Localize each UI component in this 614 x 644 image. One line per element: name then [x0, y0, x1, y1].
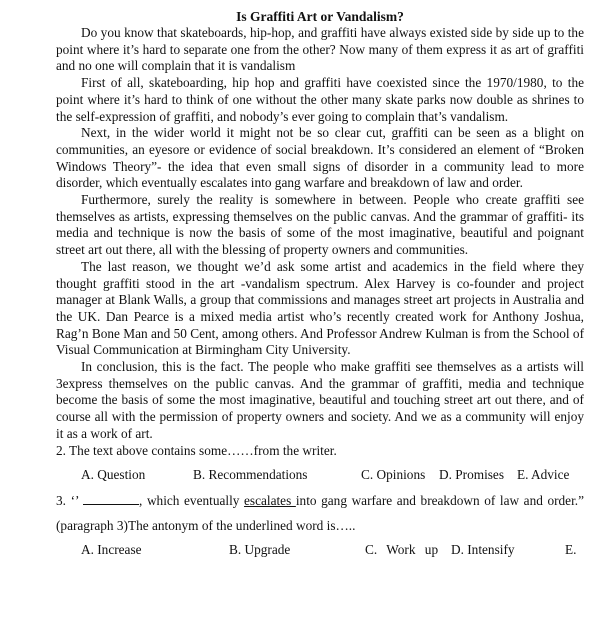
document-page [56, 8, 584, 559]
question-3-option-e: E. [565, 541, 577, 557]
paragraph-5: The last reason, we thought we’d ask some artist and academics in the field where they thought graffiti stood in the art -vandalism spectrum. Alex Harvey is co-founder and project manager at Blank Walls, a group that commissions and manages street art projects in Australia and the UK. Dan Pearce is a mixed media artist who’s recently created work for Anthony Joshua, Rag’n Bone Man and 50 Cent, among others. And Professor Andrew Kulman is from the School of Visual Communication at Birmingham City University. [56, 258, 584, 358]
paragraph-6: In conclusion, this is the fact. The people who make graffiti see themselves as a artists will 3express themselves on the public canvas. And the grammar of graffiti, media and technique become the basis of some the most imaginative, beautiful and touching street art out there, and of course all with the permission of property owners and society. And we as a community will enjoy it as a work of art. [56, 359, 584, 441]
question-3-option-b: B. Upgrade [229, 541, 291, 557]
question-3-stem [56, 488, 584, 538]
question-3-option-a: A. Increase [81, 541, 142, 557]
paragraph-2: First of all, skateboarding, hip hop and graffiti have coexisted since the 1970/1980, to the point where it’s hard to think of one without the other many skate parks now double as shrines to the self-expression of graffiti, and nobody’s ever going to complain that’s vandalism. [56, 75, 584, 124]
question-3-option-c: C. Work up [365, 541, 439, 557]
underlined-word: escalates [244, 492, 296, 508]
question-3-option-d: D. Intensify [451, 541, 515, 557]
question-2-options [56, 467, 584, 484]
document-title: Is Graffiti Art or Vandalism? [236, 9, 404, 24]
question-2-stem: 2. The text above contains some……from the writer. [56, 442, 337, 458]
question-2-option-c: C. Opinions [361, 467, 426, 483]
question-2-option-d: D. Promises [439, 467, 505, 483]
answer-blank [83, 493, 139, 505]
question-3-prefix: 3. ‘’ [56, 492, 79, 508]
paragraph-1: Do you know that skateboards, hip-hop, and graffiti have always existed side by side up to the point where it’s hard to separate one from the other? Now many of them express it as art of graffiti and no one will complain that it is vandalism [56, 25, 584, 74]
question-2-option-e: E. Advice [517, 467, 570, 483]
paragraph-4: Furthermore, surely the reality is somewhere in between. People who create graffiti see themselves as artists, expressing themselves on the public canvas. And the grammar of graffiti- its media and technique is now the basis of some of the most imaginative, beautiful and poignant street art out there, all with the blessing of property owners and communities. [56, 192, 584, 258]
paragraph-3: Next, in the wider world it might not be so clear cut, graffiti can be seen as a blight on communities, an eyesore or evidence of social breakdown. It’s considered an element of “Broken Windows Theory”- the idea that even small signs of disorder in a community lead to more disorder, which eventually escalates into gang warfare and breakdown of law and order. [56, 125, 584, 191]
question-2-option-b: B. Recommendations [193, 467, 308, 483]
question-2-option-a: A. Question [81, 467, 146, 483]
question-3-rest: into gang warfare and breakdown of law and order.” (paragraph 3)The antonym of the underlined word is….. [56, 492, 584, 533]
question-3-options [56, 542, 584, 559]
question-3-middle: , which eventually [139, 492, 245, 508]
